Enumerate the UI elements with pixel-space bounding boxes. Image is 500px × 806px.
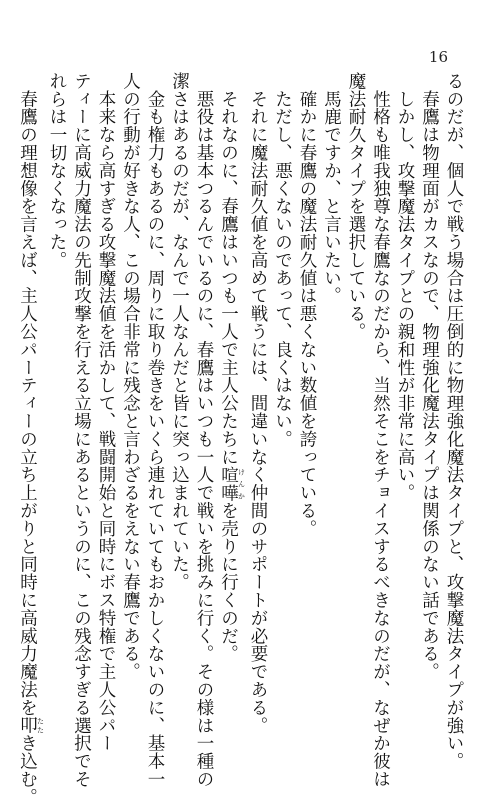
text-line: それに魔法耐久値を高めて戦うには、間違いなく仲間のサポートが必要である。: [248, 72, 268, 735]
furigana: 喧嘩 けんか: [218, 465, 246, 502]
text-line: 性格も唯我独尊な春鷹なのだから、当然そこをチョイスするべきなのだが、なぜか彼は: [370, 72, 391, 788]
text-line: 人の行動が好きな人、この場合非常に残念と言わざるをえない春鷹である。: [120, 72, 141, 681]
text-line: れらは一切なくなった。: [47, 72, 67, 269]
vertical-text-body: [17, 72, 466, 806]
text-line: 魔法耐久タイプを選択している。: [346, 72, 366, 341]
text-line: 馬鹿ですか、と言いたい。: [321, 72, 342, 305]
text-line: 春鷹は物理面がカスなので、物理強化魔法タイプは関係のない話である。: [419, 72, 440, 681]
text-line: ただし、悪くないのであって、良くはない。: [272, 72, 293, 448]
text-line: それなのに、春鷹はいつも一人で主人公たちに喧嘩 けんかを売りに行くのだ。: [218, 72, 246, 663]
text-line: 春鷹の理想像を言えば、主人公パーティーの立ち上がりと同時に高威力魔法を叩 たたき込む。: [17, 72, 45, 806]
text-line: 金も権力もあるのに、周りに取り巻きをいくら連れていてもおかしくないのに、基本一: [145, 72, 165, 788]
text-line: 悪役は基本つるんでいるのに、春鷹はいつも一人で戦いを挑みに行く。その様は一種の: [194, 72, 214, 788]
furigana: 叩 たた: [17, 716, 45, 735]
text-line: るのだが、個人で戦う場合は圧倒的に物理強化魔法タイプと、攻撃魔法タイプが強い。: [444, 72, 464, 771]
text-line: 確かに春鷹の魔法耐久値は悪くない数値を誇っている。: [297, 72, 317, 538]
text-line: しかし、攻撃魔法タイプとの親和性が非常に高い。: [395, 72, 415, 502]
page-number: 16: [428, 48, 448, 66]
text-line: 潔さはあるのだが、なんで一人なんだと皆に突っ込まれていた。: [169, 72, 190, 592]
text-line: 本来なら高すぎる攻撃魔法値を活かして、戦闘開始と同時にボス特権で主人公パー: [96, 72, 116, 753]
text-line: ティーに高威力魔法の先制攻撃を行える立場にあるというのに、この残念すぎる選択でそ: [71, 72, 92, 788]
